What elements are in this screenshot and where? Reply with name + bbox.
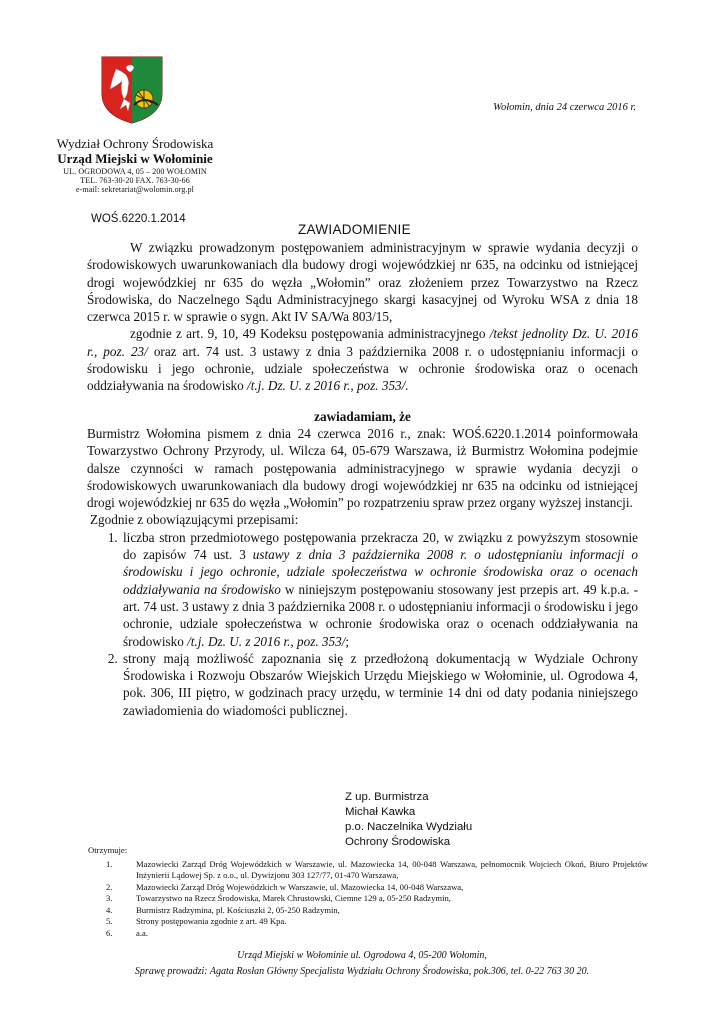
legal-basis-citation-2: /t.j. Dz. U. z 2016 r., poz. 353/. bbox=[247, 378, 409, 394]
place-date: Wołomin, dnia 24 czerwca 2016 r. bbox=[493, 102, 636, 113]
recipient-number: 5. bbox=[106, 916, 113, 926]
recipients-header: Otrzymuje: bbox=[88, 845, 128, 855]
legal-basis-text-2: oraz art. 74 ust. 3 ustawy z dnia 3 października 2008 r. o udostępnianiu informacji o środowisku i jego ochronie, udziale społeczeństwa w ochronie środowiska oraz o ocenach oddziaływania na środowisko bbox=[87, 343, 638, 394]
recipient-number: 2. bbox=[106, 881, 113, 892]
provision-item-1 bbox=[121, 529, 638, 650]
signature-block bbox=[345, 790, 472, 850]
recipient-number: 6. bbox=[106, 927, 113, 938]
recipient-row bbox=[88, 882, 648, 894]
recipient-row bbox=[88, 916, 648, 928]
signature-line-3: p.o. Naczelnika Wydziału bbox=[345, 821, 473, 833]
provision-1-citation: ustawy z dnia 3 października 2008 r. o udostępnianiu informacji o środowisku i jego ochronie, udziale społeczeństwa w ochronie środowiska oraz o ocenach oddziaływania na środowisko bbox=[123, 547, 638, 597]
recipient-text: Strony postępowania zgodnie z art. 49 Kpa. bbox=[136, 916, 287, 926]
coat-of-arms-icon bbox=[100, 55, 164, 125]
legal-basis-text-1: zgodnie z art. 9, 10, 49 Kodeksu postępowania administracyjnego bbox=[130, 326, 490, 342]
recipients-list bbox=[88, 845, 648, 939]
legal-basis-paragraph bbox=[87, 325, 638, 394]
reference-number: WOŚ.6220.1.2014 bbox=[91, 213, 186, 225]
office-address: UL. OGRODOWA 4, 05 – 200 WOŁOMIN bbox=[63, 166, 207, 176]
provision-1-text-a: liczba stron przedmiotowego postępowania przekracza 20, w związku z powyższym stosownie do zapisów 74 ust. 3 bbox=[123, 529, 638, 563]
footer-case-officer: Sprawę prowadzi: Agata Rosłan Główny Specjalista Wydziału Ochrony Środowiska, pok.306, tel. 0-22 763 30 20. bbox=[134, 966, 590, 977]
provisions-list bbox=[103, 529, 638, 719]
recipient-text: Mazowiecki Zarząd Dróg Wojewódzkich w Warszawie, ul. Mazowiecka 14, 00-048 Warszawa, pełnomocnik Wojciech Okoń, Biuro Projektów Inżynierii Lądowej Sp. z o.o., ul. Dywizjonu 303 127/77, 01-470 Warszawa, bbox=[136, 858, 648, 880]
recipient-number: 4. bbox=[106, 904, 113, 915]
office-name: Urząd Miejski w Wołominie bbox=[57, 150, 213, 166]
document-title: ZAWIADOMIENIE bbox=[298, 222, 411, 237]
provision-1-text-c: w niniejszym postępowaniu stosowany jest przepis art. 49 k.p.a. - art. 74 ust. 3 ustawy z dnia 3 października 2008 r. o udostępnianiu informacji o środowisku i jego ochronie, udziale społeczeństwa w ochronie środowiska oraz o ocenach oddziaływania na środowisko bbox=[123, 581, 638, 649]
office-phones: TEL. 763-30-20 FAX. 763-30-66 bbox=[80, 176, 190, 186]
announce-paragraph: Burmistrz Wołomina pismem z dnia 24 czerwca 2016 r., znak: WOŚ.6220.1.2014 poinformowała Towarzystwo Ochrony Przyrody, ul. Wilcza 64, 05-679 Warszawa, iż Burmistrz Wołomina podejmie dalsze czynności w ramach postępowania administracyjnego w sprawie wydania decyzji o środowiskowych uwarunkowaniach dla budowy drogi wojewódzkiej nr 635 na odcinku od istniejącej drogi wojewódzkiej nr 635 do węzła „Wołomin” po rozpatrzeniu spraw przez organy wyższej instancji. bbox=[87, 425, 638, 511]
recipient-number: 3. bbox=[106, 893, 113, 903]
recipient-text: Burmistrz Radzymina, pl. Kościuszki 2, 05-250 Radzymin, bbox=[136, 904, 340, 915]
office-letterhead bbox=[40, 137, 230, 194]
provision-1-citation-2: /t.j. Dz. U. z 2016 r., poz. 353/ bbox=[187, 633, 346, 649]
recipient-text: a.a. bbox=[136, 927, 148, 938]
recipient-text: Towarzystwo na Rzecz Środowiska, Marek Chrustowski, Ciemne 129 a, 05-250 Radzymin, bbox=[136, 893, 451, 903]
recipient-row bbox=[88, 928, 648, 940]
intro-paragraph: W związku prowadzonym postępowaniem administracyjnym w sprawie wydania decyzji o środowiskowych uwarunkowaniach dla budowy drogi wojewódzkiej nr 635, na odcinku od istniejącej drogi wojewódzkiej nr 635 do węzła „Wołomin” oraz złożeniem przez Towarzystwo na Rzecz Środowiska, do Naczelnego Sądu Administracyjnego skargi kasacyjnej od Wyroku WSA z dnia 18 czerwca 2015 r. w sprawie o sygn. Akt IV SA/Wa 803/15, bbox=[87, 240, 638, 325]
provisions-intro: Zgodnie z obowiązującymi przepisami: bbox=[90, 512, 299, 528]
recipient-row bbox=[88, 893, 648, 905]
recipient-number: 1. bbox=[106, 858, 113, 869]
legal-basis-citation-1: /tekst jednolity Dz. U. 2016 r., poz. 23/ bbox=[87, 326, 638, 359]
document-body bbox=[87, 239, 638, 719]
signature-line-1: Z up. Burmistrza bbox=[345, 791, 429, 803]
recipient-row bbox=[88, 905, 648, 917]
department-name: Wydział Ochrony Środowiska bbox=[56, 136, 214, 151]
provision-1-end: ; bbox=[345, 633, 350, 649]
recipient-row bbox=[88, 859, 648, 882]
provision-item-2: 2. strony mają możliwość zapoznania się z przedłożoną dokumentacją w Wydziale Ochrony Środowiska i Rozwoju Obszarów Wiejskich Urzędu Miejskiego w Wołominie, ul. Ogrodowa 4, pok. 306, III piętro, w godzinach pracy urzędu, w terminie 14 dni od daty podania niniejszego zawiadomienia do wiadomości publicznej. bbox=[121, 650, 638, 719]
signature-line-4: Ochrony Środowiska bbox=[345, 836, 451, 848]
announce-heading: zawiadamiam, że bbox=[314, 408, 411, 424]
footer-office-address: Urząd Miejski w Wołominie ul. Ogrodowa 4, 05-200 Wołomin, bbox=[237, 950, 487, 961]
signature-line-2: Michał Kawka bbox=[345, 806, 416, 818]
office-email: e-mail: sekretariat@wolomin.org.pl bbox=[76, 185, 194, 195]
recipient-text: Mazowiecki Zarząd Dróg Wojewódzkich w Warszawie, ul. Mazowiecka 14, 00-048 Warszawa, bbox=[136, 881, 464, 892]
